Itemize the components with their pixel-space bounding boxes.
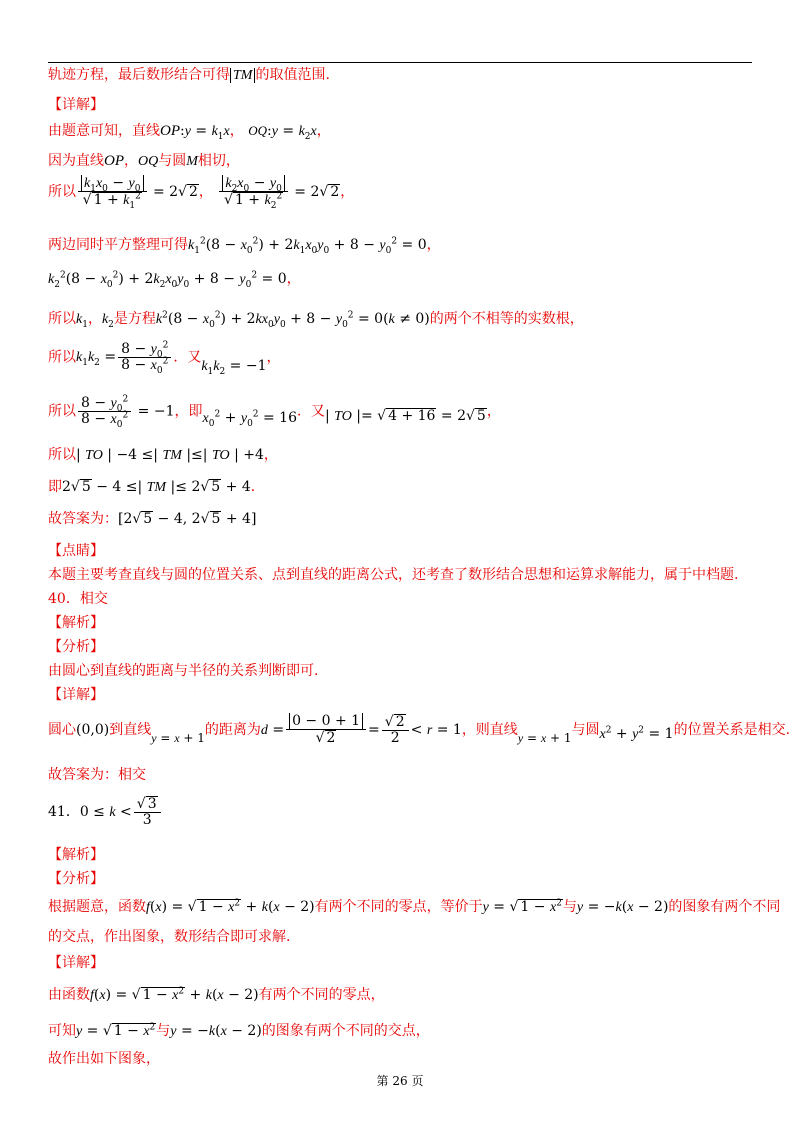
heading-comment: 【点睛】	[48, 543, 104, 559]
detail-41-line1: 由函数f(x) = √ $1 - x^2 + k(x - 2)$有两个不同的零点，	[48, 986, 385, 1003]
analysis-41-line1: 根据题意，函数f(x) = √ $1 - x^2 + k(x - 2)$有两个不同的零点，等价于y = √ $1 - x^2$与y = −k(x − 2)的图象有两个不同	[48, 898, 781, 915]
heading-detail: 【详解】	[48, 97, 104, 113]
line-lines-def: 由题意可知，直线OP:y = $k_1x$， OQ:y = $k_2x$，	[48, 123, 331, 142]
heading-detail-40: 【详解】	[48, 687, 104, 703]
heading-analysis-41: 【分析】	[48, 871, 104, 887]
line-tangent: 因为直线OP，OQ与圆M相切，	[48, 153, 240, 169]
line-roots: 所以$k_1$，$k_2$是方程$k^2(8 - x_0^2) + 2kx_0y_0 + 8 - y_0^2 = 0(k \ne 0)$的两个不相等的实数根，	[48, 310, 584, 330]
line-bounds-result: 即2√ 5 − 4 ≤| TM |≤ 2√ 5 + 4．	[48, 479, 265, 495]
heading-parse-40: 【解析】	[48, 615, 104, 631]
question-40: 40．相交	[48, 591, 108, 607]
analysis-40: 由圆心到直线的距离与半径的关系判断即可.	[48, 663, 319, 679]
detail-41-line2: 可知y = √ $1 - x^2$与y = −k(x − 2)的图象有两个不同的交点，	[48, 1022, 430, 1039]
analysis-41-line2: 的交点，作出图象，数形结合即可求解.	[48, 929, 291, 945]
heading-analysis-40: 【分析】	[48, 639, 104, 655]
question-41: 41．0 ≤ k < $\frac{√ 3}{3}$	[48, 796, 163, 828]
detail-41-line3: 故作出如下图象，	[48, 1051, 160, 1067]
line-square-eq1: 两边同时平方整理可得$k_1^2(8 - x_0^2) + 2k_1x_0y_0 + 8 - y_0^2 = 0$，	[48, 236, 441, 256]
line-trajectory: 轨迹方程，最后数形结合可得 TM 的取值范围.	[48, 67, 330, 83]
answer-40: 故答案为：相交	[48, 767, 146, 783]
header-rule	[48, 62, 752, 63]
comment-body: 本题主要考查直线与圆的位置关系、点到直线的距离公式，还考查了数形结合思想和运算求解能力，属于中档题.	[48, 567, 739, 583]
line-product: 所以$k_1k_2$ = $\frac{8 - y_0^2}{8 - x_0^2}$ ．又$k_1k_2 = -1$，	[48, 340, 281, 377]
page-number: 第 26 页	[376, 1074, 424, 1088]
line-bounds: 所以| TO | −4 ≤| TM |≤| TO | +4，	[48, 447, 278, 463]
line-square-eq2: $k_2^2(8 - x_0^2) + 2k_2x_0y_0 + 8 - y_0^2 = 0$，	[48, 270, 301, 290]
line-distance-eq: 所以 $\frac{k_1x_0 - y_0}{√ 1 + k_1^2}$ = 2√ 2， $\frac{k_2x_0 - y_0}{√ 1 + k_2^2}$ = 2√ 2，	[48, 175, 355, 211]
line-locus: 所以 $\frac{8 - y_0^2}{8 - x_0^2}$ = −1，即$x_0^2 + y_0^2 = 16$．又| TO |= √ 4 + 16 = 2√ 5，	[48, 394, 501, 430]
heading-detail-41: 【详解】	[48, 955, 104, 971]
line-answer-39: 故答案为：[2√ 5 − 4, 2√ 5 + 4]	[48, 511, 257, 527]
heading-parse-41: 【解析】	[48, 847, 104, 863]
detail-40: 圆心(0,0)到直线y = x + 1的距离为d = $\frac{0 - 0 + 1}{√ 2}$ = $\frac{√ 2}{2}$ < r = 1，则直线y = x + 1与圆$x^2 + y^2 = 1$的位置关系是相交.	[48, 713, 791, 746]
